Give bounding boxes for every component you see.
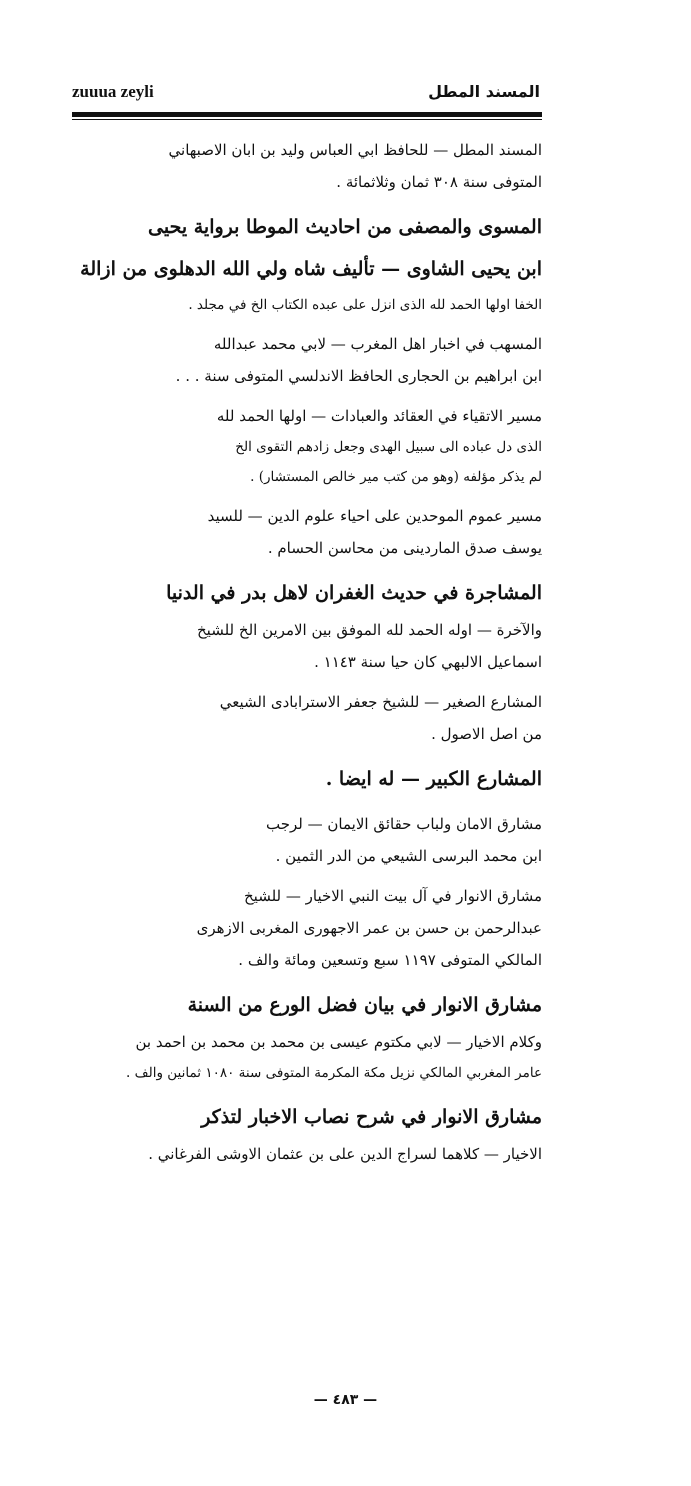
entry-line: عامر المغربي المالكي نزيل مكة المكرمة المتوفى سنة ١٠٨٠ ثمانين والف .	[126, 1065, 542, 1081]
entry-mashariq-al-aman	[74, 808, 542, 872]
entry-line: من اصل الاصول .	[431, 725, 542, 743]
entry-gap	[74, 678, 542, 686]
header-left-text: zuuua zeyli	[72, 82, 154, 101]
entry-line: مشارق الانوار في بيان فضل الورع من السنة	[187, 994, 542, 1016]
entries-list	[74, 134, 542, 1170]
entry-line: الخفا اولها الحمد لله الذى انزل على عبده الكتاب الخ في مجلد .	[188, 297, 542, 313]
entry-gap	[74, 492, 542, 500]
page-number: — ٤٨٣ —	[313, 1392, 378, 1408]
entry-gap	[74, 392, 542, 400]
entry-gap	[74, 320, 542, 328]
header-rule-thin	[72, 119, 542, 120]
header-rule-thick	[72, 112, 542, 117]
entry-line: المتوفى سنة ٣٠٨ ثمان وثلاثمائة .	[336, 173, 542, 191]
entry-mashari-saghir	[74, 686, 542, 750]
entry-line: عبدالرحمن بن حسن بن عمر الاجهورى المغربى الازهرى	[196, 919, 542, 937]
entry-line: المسوى والمصفى من احاديث الموطا برواية يحيى	[148, 216, 542, 238]
entry-line: الذى دل عباده الى سبيل الهدى وجعل زادهم التقوى الخ	[235, 439, 542, 455]
entry-line: المشارع الكبير — له ايضا .	[325, 768, 542, 790]
entry-line: المسهب في اخبار اهل المغرب — لابي محمد عبدالله	[213, 335, 542, 353]
entry-gap	[74, 872, 542, 880]
entry-line: المسند المطل — للحافظ ابي العباس وليد بن ابان الاصبهاني	[168, 141, 542, 159]
entry-line: مشارق الانوار في آل بيت النبي الاخيار — للشيخ	[244, 887, 542, 905]
entry-musawwa	[74, 206, 542, 320]
entry-mushib	[74, 328, 542, 392]
entry-line: والآخرة — اوله الحمد لله الموفق بين الامرين الخ للشيخ	[197, 621, 542, 639]
entry-gap	[74, 564, 542, 572]
entry-line: ابن يحيى الشاوى — تأليف شاه ولي الله الدهلوى من ازالة	[80, 258, 542, 280]
entry-gap	[74, 750, 542, 758]
page-header	[72, 82, 540, 104]
running-title: المسند المطل	[428, 82, 540, 101]
entry-line: المالكي المتوفى ١١٩٧ سبع وتسعين ومائة والف .	[238, 951, 542, 969]
entry-line: ابن محمد البرسى الشيعي من الدر الثمين .	[275, 847, 542, 865]
entry-gap	[74, 198, 542, 206]
entry-masir-al-atqiya	[74, 400, 542, 492]
entry-line: يوسف صدق الماردينى من محاسن الحسام .	[267, 539, 542, 557]
entry-line: المشارع الصغير — للشيخ جعفر الاسترابادى الشيعي	[219, 693, 542, 711]
entry-line: اسماعيل الالبهي كان حيا سنة ١١٤٣ .	[314, 653, 542, 671]
entry-line: ابن ابراهيم بن الحجارى الحافظ الاندلسي المتوفى سنة . . .	[175, 367, 542, 385]
entry-gap	[74, 976, 542, 984]
entry-mashari-kabir	[74, 758, 542, 800]
entry-masir-umum	[74, 500, 542, 564]
entry-mashariq-al-anwar-sharh	[74, 1096, 542, 1170]
entry-line: المشاجرة في حديث الغفران لاهل بدر في الدنيا	[166, 582, 542, 604]
entry-mashariq-al-anwar-al	[74, 880, 542, 976]
entry-line: مسير عموم الموحدين على احياء علوم الدين — للسيد	[207, 507, 542, 525]
entry-mashariq-al-anwar-wara	[74, 984, 542, 1088]
entry-line: لم يذكر مؤلفه (وهو من كتب مير خالص المستشار) .	[250, 469, 542, 485]
entry-gap	[74, 800, 542, 808]
entry-mushajara	[74, 572, 542, 678]
entry-gap	[74, 1088, 542, 1096]
entry-line: مسير الاتقياء في العقائد والعبادات — اولها الحمد لله	[216, 407, 542, 425]
entry-musnad-mutill	[74, 134, 542, 198]
entry-line: مشارق الانوار في شرح نصاب الاخبار لتذكر	[201, 1106, 542, 1128]
entry-line: الاخيار — كلاهما لسراج الدين على بن عثمان الاوشى الفرغاني .	[148, 1145, 542, 1163]
entry-line: وكلام الاخيار — لابي مكتوم عيسى بن محمد بن محمد بن احمد بن	[135, 1033, 542, 1051]
entry-line: مشارق الامان ولباب حقائق الايمان — لرجب	[266, 815, 542, 833]
